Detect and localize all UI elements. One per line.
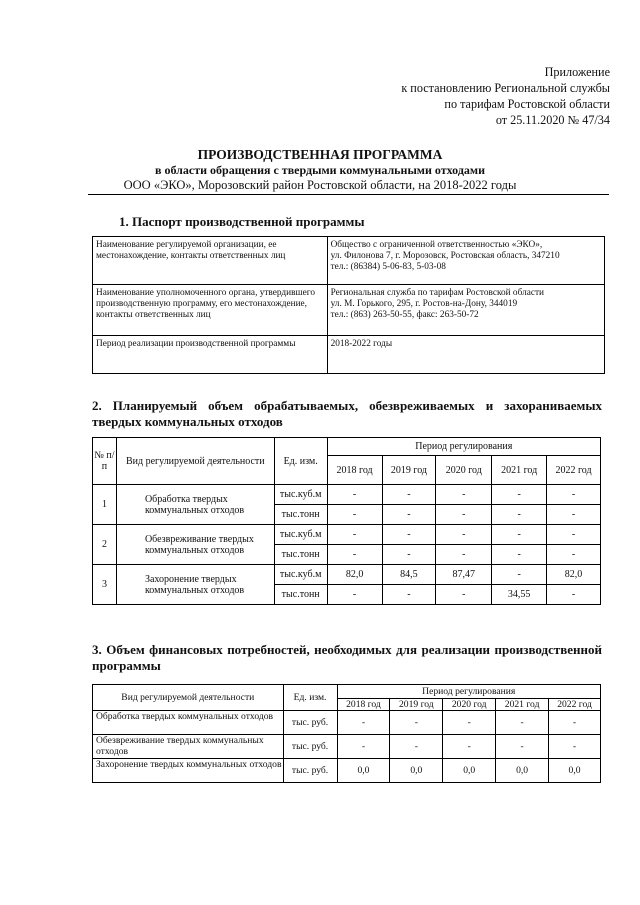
value-cell: -	[337, 711, 390, 735]
value-cell: 0,0	[337, 759, 390, 783]
value-cell: 84,5	[382, 565, 436, 585]
unit-cell: тыс.куб.м	[274, 565, 327, 585]
unit-cell: тыс. руб.	[283, 759, 337, 783]
table-row	[93, 237, 605, 285]
value-line: ул. М. Горького, 295, г. Ростов-на-Дону, 344019	[330, 299, 518, 310]
value-cell: -	[443, 711, 496, 735]
unit-cell: тыс.тонн	[274, 545, 327, 565]
value-cell: -	[337, 735, 390, 759]
value-line: Общество с ограниченной ответственностью «ЭКО»,	[330, 240, 543, 250]
value-cell: -	[382, 525, 436, 545]
table-row	[93, 565, 601, 585]
table-row	[93, 525, 601, 545]
unit-cell: тыс.куб.м	[274, 525, 327, 545]
year-header: 2022 год	[549, 699, 601, 711]
document-title: ПРОИЗВОДСТВЕННАЯ ПРОГРАММА	[197, 147, 443, 162]
col-unit-header: Ед. изм.	[274, 438, 327, 485]
table-row	[93, 759, 601, 783]
value-cell: -	[547, 505, 601, 525]
row-num: 2	[93, 525, 117, 565]
year-header: 2020 год	[443, 699, 496, 711]
passport-value	[327, 237, 604, 285]
col-num-header: № п/п	[93, 438, 117, 485]
unit-cell: тыс. руб.	[283, 735, 337, 759]
row-num: 1	[93, 485, 117, 525]
value-line: 2018-2022 годы	[330, 339, 393, 349]
value-cell: 0,0	[443, 759, 496, 783]
appendix-line: по тарифам Ростовской области	[444, 97, 610, 111]
value-cell: -	[492, 525, 547, 545]
section3-heading: 3. Объем финансовых потребностей, необходимых для реализации производственной программы	[92, 642, 602, 673]
value-cell: 0,0	[390, 759, 443, 783]
value-cell: -	[549, 735, 601, 759]
value-cell: 82,0	[547, 565, 601, 585]
header-row	[93, 438, 601, 456]
value-cell: -	[443, 735, 496, 759]
value-cell: 82,0	[327, 565, 382, 585]
appendix-line: к постановлению Региональной службы	[401, 81, 610, 95]
col-unit-header: Ед. изм.	[283, 685, 337, 711]
unit-cell: тыс.тонн	[274, 585, 327, 605]
value-cell: 87,47	[436, 565, 492, 585]
appendix-block	[401, 64, 610, 128]
year-header: 2019 год	[390, 699, 443, 711]
activity-cell: Захоронение твердых коммунальных отходов	[93, 759, 284, 783]
section2-heading: 2. Планируемый объем обрабатываемых, обезвреживаемых и захораниваемых твердых коммунальных отходов	[92, 398, 602, 429]
value-cell: -	[492, 565, 547, 585]
value-cell: -	[382, 545, 436, 565]
table-row	[93, 711, 601, 735]
col-period-header: Период регулирования	[337, 685, 601, 699]
title-underline	[88, 194, 609, 195]
value-cell: -	[547, 485, 601, 505]
value-cell: 0,0	[549, 759, 601, 783]
value-cell: -	[547, 545, 601, 565]
value-cell: -	[382, 505, 436, 525]
year-header: 2022 год	[547, 456, 601, 485]
value-cell: -	[549, 711, 601, 735]
unit-cell: тыс.куб.м	[274, 485, 327, 505]
value-cell: -	[382, 585, 436, 605]
finance-table	[92, 684, 601, 783]
document-organization: ООО «ЭКО», Морозовский район Ростовской области, на 2018-2022 годы	[123, 178, 517, 192]
value-cell: -	[327, 585, 382, 605]
col-activity-header: Вид регулируемой деятельности	[93, 685, 284, 711]
value-line: тел.: (86384) 5-06-83, 5-03-08	[330, 262, 446, 273]
value-cell: -	[496, 735, 549, 759]
passport-label: Наименование регулируемой организации, ее местонахождение, контакты ответственных лиц	[93, 237, 328, 285]
value-line: Региональная служба по тарифам Ростовской области	[330, 288, 545, 298]
activity-cell: Обработка твердых коммунальных отходов	[93, 711, 284, 735]
activity-cell: Захоронение твердых коммунальных отходов	[116, 565, 274, 605]
appendix-line: Приложение	[544, 65, 610, 79]
row-num: 3	[93, 565, 117, 605]
passport-value	[327, 285, 604, 336]
activity-cell: Обработка твердых коммунальных отходов	[116, 485, 274, 525]
value-cell: 34,55	[492, 585, 547, 605]
year-header: 2018 год	[337, 699, 390, 711]
value-cell: -	[436, 545, 492, 565]
passport-table	[92, 236, 605, 374]
passport-value	[327, 336, 604, 374]
value-cell: -	[327, 545, 382, 565]
value-cell: -	[492, 545, 547, 565]
value-cell: -	[436, 505, 492, 525]
document-subtitle: в области обращения с твердыми коммунальными отходами	[154, 163, 485, 177]
table-row	[93, 285, 605, 336]
value-cell: -	[436, 485, 492, 505]
col-period-header: Период регулирования	[327, 438, 600, 456]
value-line: тел.: (863) 263-50-55, факс: 263-50-72	[330, 310, 479, 321]
year-header: 2021 год	[492, 456, 547, 485]
unit-cell: тыс.тонн	[274, 505, 327, 525]
value-cell: -	[492, 485, 547, 505]
activity-cell: Обезвреживание твердых коммунальных отходов	[116, 525, 274, 565]
value-cell: -	[390, 711, 443, 735]
year-header: 2018 год	[327, 456, 382, 485]
table-row	[93, 336, 605, 374]
value-cell: -	[436, 525, 492, 545]
value-cell: -	[327, 525, 382, 545]
value-line: ул. Филонова 7, г. Морозовск, Ростовская область, 347210	[330, 251, 560, 262]
table-row	[93, 735, 601, 759]
value-cell: -	[327, 485, 382, 505]
activity-cell: Обезвреживание твердых коммунальных отходов	[93, 735, 284, 759]
table-row	[93, 485, 601, 505]
value-cell: -	[382, 485, 436, 505]
passport-label: Период реализации производственной программы	[93, 336, 328, 374]
volume-table	[92, 437, 601, 605]
passport-label: Наименование уполномоченного органа, утвердившего производственную программу, его местонахождение, контакты ответственных лиц	[93, 285, 328, 336]
year-header: 2019 год	[382, 456, 436, 485]
section1-heading: 1. Паспорт производственной программы	[119, 214, 365, 229]
value-cell: -	[390, 735, 443, 759]
value-cell: -	[436, 585, 492, 605]
value-cell: -	[492, 505, 547, 525]
header-row	[93, 685, 601, 699]
year-header: 2021 год	[496, 699, 549, 711]
col-activity-header: Вид регулируемой деятельности	[116, 438, 274, 485]
value-cell: -	[547, 585, 601, 605]
value-cell: 0,0	[496, 759, 549, 783]
value-cell: -	[547, 525, 601, 545]
unit-cell: тыс. руб.	[283, 711, 337, 735]
appendix-line: от 25.11.2020 № 47/34	[495, 113, 610, 127]
value-cell: -	[496, 711, 549, 735]
value-cell: -	[327, 505, 382, 525]
year-header: 2020 год	[436, 456, 492, 485]
